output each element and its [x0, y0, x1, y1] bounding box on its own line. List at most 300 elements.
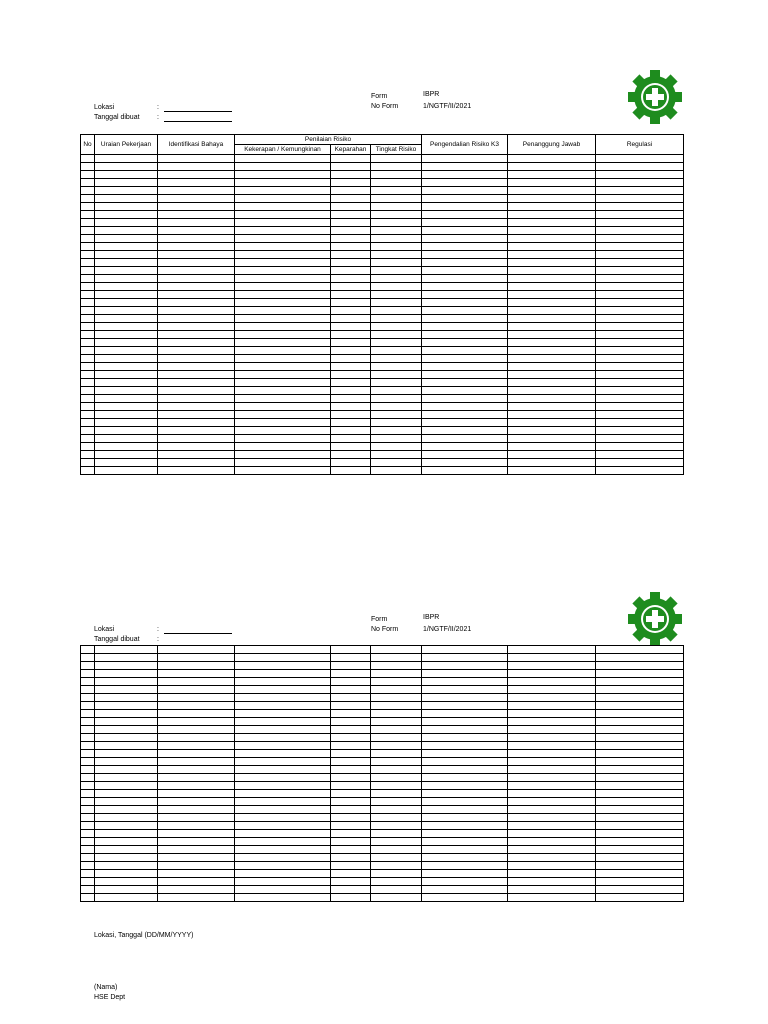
table-cell[interactable] [158, 443, 235, 451]
table-cell[interactable] [331, 371, 371, 379]
lokasi-field[interactable] [164, 111, 232, 112]
table-cell[interactable] [235, 467, 331, 475]
table-cell[interactable] [95, 235, 158, 243]
table-cell[interactable] [235, 291, 331, 299]
table-cell[interactable] [81, 782, 95, 790]
table-cell[interactable] [422, 870, 508, 878]
table-cell[interactable] [331, 331, 371, 339]
table-cell[interactable] [81, 195, 95, 203]
table-cell[interactable] [422, 435, 508, 443]
table-cell[interactable] [596, 467, 684, 475]
table-cell[interactable] [95, 419, 158, 427]
table-cell[interactable] [508, 830, 596, 838]
table-cell[interactable] [331, 235, 371, 243]
table-cell[interactable] [508, 798, 596, 806]
table-cell[interactable] [371, 662, 422, 670]
table-cell[interactable] [158, 323, 235, 331]
table-cell[interactable] [331, 291, 371, 299]
table-cell[interactable] [508, 411, 596, 419]
table-cell[interactable] [331, 838, 371, 846]
table-cell[interactable] [235, 251, 331, 259]
table-cell[interactable] [508, 251, 596, 259]
table-cell[interactable] [371, 870, 422, 878]
table-cell[interactable] [158, 299, 235, 307]
table-cell[interactable] [508, 155, 596, 163]
table-cell[interactable] [371, 854, 422, 862]
table-cell[interactable] [95, 355, 158, 363]
table-cell[interactable] [331, 315, 371, 323]
table-cell[interactable] [81, 718, 95, 726]
table-cell[interactable] [371, 291, 422, 299]
table-cell[interactable] [158, 339, 235, 347]
table-cell[interactable] [596, 443, 684, 451]
table-cell[interactable] [596, 686, 684, 694]
table-cell[interactable] [331, 355, 371, 363]
table-cell[interactable] [508, 403, 596, 411]
table-cell[interactable] [508, 670, 596, 678]
table-cell[interactable] [158, 838, 235, 846]
table-cell[interactable] [158, 195, 235, 203]
table-cell[interactable] [422, 451, 508, 459]
table-cell[interactable] [81, 654, 95, 662]
table-cell[interactable] [422, 878, 508, 886]
table-cell[interactable] [235, 363, 331, 371]
table-cell[interactable] [158, 718, 235, 726]
table-cell[interactable] [508, 734, 596, 742]
table-cell[interactable] [422, 654, 508, 662]
table-cell[interactable] [508, 774, 596, 782]
table-cell[interactable] [331, 854, 371, 862]
table-cell[interactable] [158, 782, 235, 790]
table-cell[interactable] [81, 702, 95, 710]
table-cell[interactable] [95, 798, 158, 806]
table-cell[interactable] [331, 726, 371, 734]
table-cell[interactable] [596, 291, 684, 299]
table-cell[interactable] [235, 171, 331, 179]
table-cell[interactable] [235, 299, 331, 307]
table-cell[interactable] [235, 411, 331, 419]
table-cell[interactable] [331, 211, 371, 219]
table-cell[interactable] [596, 235, 684, 243]
table-cell[interactable] [371, 299, 422, 307]
table-cell[interactable] [331, 646, 371, 654]
table-cell[interactable] [596, 211, 684, 219]
table-cell[interactable] [95, 275, 158, 283]
table-cell[interactable] [508, 307, 596, 315]
table-cell[interactable] [235, 435, 331, 443]
table-cell[interactable] [596, 459, 684, 467]
table-cell[interactable] [158, 702, 235, 710]
table-cell[interactable] [95, 187, 158, 195]
table-cell[interactable] [158, 459, 235, 467]
table-cell[interactable] [596, 171, 684, 179]
table-cell[interactable] [158, 259, 235, 267]
table-cell[interactable] [235, 179, 331, 187]
table-cell[interactable] [371, 646, 422, 654]
table-cell[interactable] [508, 782, 596, 790]
table-cell[interactable] [95, 854, 158, 862]
table-cell[interactable] [81, 878, 95, 886]
table-cell[interactable] [331, 862, 371, 870]
table-cell[interactable] [81, 451, 95, 459]
table-cell[interactable] [158, 710, 235, 718]
table-cell[interactable] [422, 702, 508, 710]
table-cell[interactable] [371, 315, 422, 323]
table-cell[interactable] [235, 211, 331, 219]
table-cell[interactable] [371, 403, 422, 411]
table-cell[interactable] [371, 459, 422, 467]
table-cell[interactable] [596, 203, 684, 211]
table-cell[interactable] [158, 315, 235, 323]
table-cell[interactable] [81, 171, 95, 179]
table-cell[interactable] [331, 670, 371, 678]
table-cell[interactable] [596, 734, 684, 742]
table-cell[interactable] [331, 283, 371, 291]
table-cell[interactable] [158, 862, 235, 870]
table-cell[interactable] [508, 790, 596, 798]
table-cell[interactable] [81, 894, 95, 902]
table-cell[interactable] [331, 187, 371, 195]
table-cell[interactable] [371, 742, 422, 750]
table-cell[interactable] [95, 694, 158, 702]
table-cell[interactable] [331, 203, 371, 211]
table-cell[interactable] [596, 259, 684, 267]
table-cell[interactable] [508, 171, 596, 179]
table-cell[interactable] [422, 347, 508, 355]
table-cell[interactable] [596, 163, 684, 171]
table-cell[interactable] [508, 339, 596, 347]
table-cell[interactable] [371, 718, 422, 726]
table-cell[interactable] [508, 379, 596, 387]
table-cell[interactable] [422, 371, 508, 379]
table-cell[interactable] [371, 654, 422, 662]
table-cell[interactable] [596, 195, 684, 203]
table-cell[interactable] [95, 758, 158, 766]
table-cell[interactable] [158, 363, 235, 371]
table-cell[interactable] [331, 339, 371, 347]
table-cell[interactable] [371, 363, 422, 371]
table-cell[interactable] [371, 774, 422, 782]
table-cell[interactable] [371, 395, 422, 403]
table-cell[interactable] [95, 203, 158, 211]
table-cell[interactable] [422, 806, 508, 814]
table-cell[interactable] [422, 814, 508, 822]
table-cell[interactable] [422, 710, 508, 718]
table-cell[interactable] [596, 718, 684, 726]
table-cell[interactable] [95, 862, 158, 870]
table-cell[interactable] [422, 179, 508, 187]
table-cell[interactable] [158, 163, 235, 171]
table-cell[interactable] [81, 427, 95, 435]
table-cell[interactable] [508, 283, 596, 291]
table-cell[interactable] [95, 894, 158, 902]
table-cell[interactable] [95, 339, 158, 347]
table-cell[interactable] [95, 363, 158, 371]
table-cell[interactable] [158, 419, 235, 427]
table-cell[interactable] [508, 822, 596, 830]
table-cell[interactable] [95, 443, 158, 451]
table-cell[interactable] [331, 894, 371, 902]
table-cell[interactable] [371, 798, 422, 806]
table-cell[interactable] [331, 451, 371, 459]
table-cell[interactable] [81, 259, 95, 267]
table-cell[interactable] [331, 387, 371, 395]
table-cell[interactable] [371, 195, 422, 203]
table-cell[interactable] [596, 854, 684, 862]
table-cell[interactable] [331, 830, 371, 838]
table-cell[interactable] [422, 291, 508, 299]
table-cell[interactable] [235, 243, 331, 251]
table-cell[interactable] [235, 662, 331, 670]
table-cell[interactable] [596, 806, 684, 814]
table-cell[interactable] [331, 347, 371, 355]
table-cell[interactable] [95, 790, 158, 798]
table-cell[interactable] [235, 758, 331, 766]
table-cell[interactable] [596, 846, 684, 854]
table-cell[interactable] [422, 259, 508, 267]
table-cell[interactable] [508, 243, 596, 251]
table-cell[interactable] [371, 678, 422, 686]
table-cell[interactable] [331, 267, 371, 275]
table-cell[interactable] [331, 758, 371, 766]
table-cell[interactable] [331, 774, 371, 782]
table-cell[interactable] [95, 467, 158, 475]
table-cell[interactable] [596, 419, 684, 427]
table-cell[interactable] [235, 443, 331, 451]
table-cell[interactable] [81, 227, 95, 235]
table-cell[interactable] [235, 187, 331, 195]
table-cell[interactable] [331, 662, 371, 670]
table-cell[interactable] [596, 862, 684, 870]
table-cell[interactable] [235, 814, 331, 822]
table-cell[interactable] [235, 347, 331, 355]
table-cell[interactable] [596, 307, 684, 315]
table-cell[interactable] [422, 459, 508, 467]
table-cell[interactable] [235, 459, 331, 467]
table-cell[interactable] [331, 822, 371, 830]
table-cell[interactable] [235, 307, 331, 315]
table-cell[interactable] [422, 235, 508, 243]
table-cell[interactable] [371, 307, 422, 315]
table-cell[interactable] [81, 187, 95, 195]
table-cell[interactable] [81, 846, 95, 854]
table-cell[interactable] [81, 347, 95, 355]
table-cell[interactable] [95, 870, 158, 878]
table-cell[interactable] [95, 307, 158, 315]
table-cell[interactable] [371, 806, 422, 814]
table-cell[interactable] [331, 686, 371, 694]
table-cell[interactable] [235, 163, 331, 171]
table-cell[interactable] [158, 403, 235, 411]
table-cell[interactable] [371, 187, 422, 195]
table-cell[interactable] [596, 275, 684, 283]
table-cell[interactable] [158, 806, 235, 814]
table-cell[interactable] [235, 894, 331, 902]
table-cell[interactable] [508, 331, 596, 339]
table-cell[interactable] [235, 710, 331, 718]
table-cell[interactable] [331, 227, 371, 235]
table-cell[interactable] [81, 307, 95, 315]
table-cell[interactable] [331, 419, 371, 427]
table-cell[interactable] [596, 758, 684, 766]
table-cell[interactable] [422, 187, 508, 195]
table-cell[interactable] [371, 694, 422, 702]
table-cell[interactable] [95, 886, 158, 894]
table-cell[interactable] [235, 654, 331, 662]
table-cell[interactable] [81, 774, 95, 782]
table-cell[interactable] [422, 339, 508, 347]
table-cell[interactable] [508, 662, 596, 670]
table-cell[interactable] [422, 467, 508, 475]
table-cell[interactable] [596, 790, 684, 798]
table-cell[interactable] [331, 443, 371, 451]
table-cell[interactable] [95, 251, 158, 259]
table-cell[interactable] [596, 363, 684, 371]
table-cell[interactable] [95, 331, 158, 339]
table-cell[interactable] [95, 726, 158, 734]
table-cell[interactable] [158, 822, 235, 830]
table-cell[interactable] [371, 259, 422, 267]
table-cell[interactable] [371, 179, 422, 187]
table-cell[interactable] [81, 163, 95, 171]
table-cell[interactable] [81, 267, 95, 275]
table-cell[interactable] [422, 742, 508, 750]
table-cell[interactable] [331, 171, 371, 179]
table-cell[interactable] [596, 814, 684, 822]
table-cell[interactable] [331, 411, 371, 419]
table-cell[interactable] [422, 387, 508, 395]
table-cell[interactable] [95, 211, 158, 219]
table-cell[interactable] [158, 219, 235, 227]
table-cell[interactable] [508, 742, 596, 750]
table-cell[interactable] [81, 235, 95, 243]
table-cell[interactable] [371, 846, 422, 854]
table-cell[interactable] [422, 443, 508, 451]
table-cell[interactable] [158, 694, 235, 702]
table-cell[interactable] [81, 670, 95, 678]
table-cell[interactable] [596, 179, 684, 187]
table-cell[interactable] [95, 830, 158, 838]
table-cell[interactable] [371, 411, 422, 419]
table-cell[interactable] [371, 862, 422, 870]
table-cell[interactable] [508, 654, 596, 662]
table-cell[interactable] [81, 403, 95, 411]
table-cell[interactable] [596, 451, 684, 459]
table-cell[interactable] [95, 750, 158, 758]
table-cell[interactable] [81, 870, 95, 878]
table-cell[interactable] [158, 678, 235, 686]
table-cell[interactable] [508, 203, 596, 211]
table-cell[interactable] [371, 219, 422, 227]
table-cell[interactable] [422, 766, 508, 774]
table-cell[interactable] [331, 179, 371, 187]
table-cell[interactable] [331, 798, 371, 806]
table-cell[interactable] [331, 395, 371, 403]
table-cell[interactable] [371, 347, 422, 355]
table-cell[interactable] [331, 878, 371, 886]
table-cell[interactable] [371, 211, 422, 219]
table-cell[interactable] [422, 427, 508, 435]
table-cell[interactable] [235, 395, 331, 403]
table-cell[interactable] [371, 443, 422, 451]
table-cell[interactable] [371, 427, 422, 435]
table-cell[interactable] [422, 171, 508, 179]
table-cell[interactable] [95, 403, 158, 411]
table-cell[interactable] [508, 347, 596, 355]
table-cell[interactable] [422, 894, 508, 902]
table-cell[interactable] [331, 742, 371, 750]
table-cell[interactable] [331, 678, 371, 686]
table-cell[interactable] [158, 686, 235, 694]
table-cell[interactable] [508, 838, 596, 846]
table-cell[interactable] [95, 774, 158, 782]
table-cell[interactable] [508, 718, 596, 726]
table-cell[interactable] [331, 467, 371, 475]
table-cell[interactable] [508, 435, 596, 443]
table-cell[interactable] [371, 163, 422, 171]
table-cell[interactable] [596, 331, 684, 339]
table-cell[interactable] [95, 678, 158, 686]
table-cell[interactable] [158, 734, 235, 742]
table-cell[interactable] [371, 750, 422, 758]
table-cell[interactable] [596, 750, 684, 758]
table-cell[interactable] [371, 283, 422, 291]
table-cell[interactable] [95, 267, 158, 275]
table-cell[interactable] [371, 379, 422, 387]
table-cell[interactable] [158, 670, 235, 678]
table-cell[interactable] [95, 451, 158, 459]
table-cell[interactable] [596, 822, 684, 830]
table-cell[interactable] [508, 459, 596, 467]
table-cell[interactable] [596, 395, 684, 403]
table-cell[interactable] [422, 155, 508, 163]
table-cell[interactable] [422, 227, 508, 235]
table-cell[interactable] [95, 806, 158, 814]
table-cell[interactable] [371, 686, 422, 694]
table-cell[interactable] [235, 782, 331, 790]
table-cell[interactable] [331, 323, 371, 331]
table-cell[interactable] [596, 435, 684, 443]
table-cell[interactable] [596, 782, 684, 790]
table-cell[interactable] [331, 299, 371, 307]
table-cell[interactable] [422, 315, 508, 323]
table-cell[interactable] [235, 323, 331, 331]
table-cell[interactable] [371, 371, 422, 379]
table-cell[interactable] [596, 654, 684, 662]
table-cell[interactable] [95, 814, 158, 822]
table-cell[interactable] [95, 259, 158, 267]
table-cell[interactable] [596, 387, 684, 395]
table-cell[interactable] [158, 275, 235, 283]
table-cell[interactable] [422, 283, 508, 291]
table-cell[interactable] [508, 894, 596, 902]
table-cell[interactable] [371, 726, 422, 734]
table-cell[interactable] [81, 243, 95, 251]
table-cell[interactable] [158, 742, 235, 750]
table-cell[interactable] [422, 750, 508, 758]
table-cell[interactable] [371, 435, 422, 443]
table-cell[interactable] [371, 822, 422, 830]
table-cell[interactable] [81, 395, 95, 403]
table-cell[interactable] [158, 395, 235, 403]
table-cell[interactable] [158, 291, 235, 299]
table-cell[interactable] [596, 219, 684, 227]
table-cell[interactable] [508, 710, 596, 718]
table-cell[interactable] [422, 862, 508, 870]
table-cell[interactable] [81, 678, 95, 686]
table-cell[interactable] [508, 726, 596, 734]
table-cell[interactable] [596, 646, 684, 654]
